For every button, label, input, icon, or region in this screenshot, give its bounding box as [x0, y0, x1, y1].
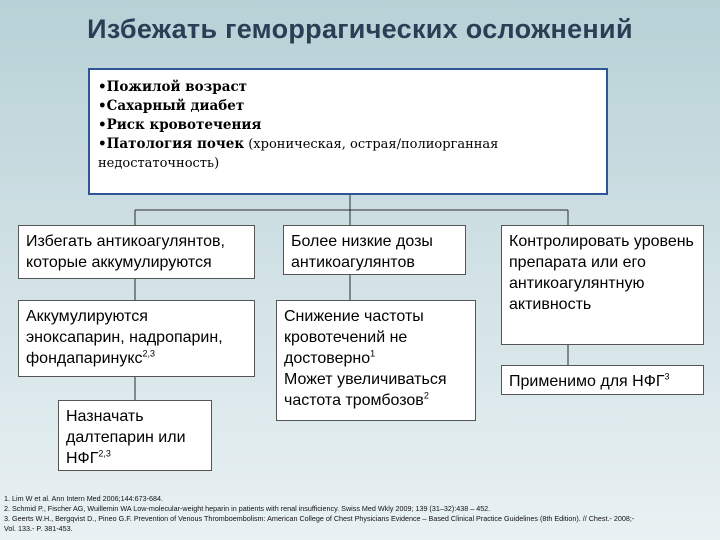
- reference-3-continued: Vol. 133.- P. 381-453.: [4, 524, 73, 533]
- risk-factors-box: [88, 68, 608, 195]
- risk-item-kidney-continued: недостаточность): [98, 156, 220, 171]
- prescribe-dalteparin-ref: 2,3: [98, 448, 111, 459]
- accumulating-drugs-box: [18, 300, 255, 377]
- prescribe-dalteparin-text: Назначать далтепарин или НФГ: [66, 408, 186, 467]
- applicable-ufh-ref: 3: [664, 371, 670, 382]
- reference-1: 1. Lim W et al. Ann Intern Med 2006;144:673-684.: [4, 494, 164, 503]
- accumulating-drugs-ref: 2,3: [142, 348, 156, 359]
- risk-item-kidney: [98, 135, 598, 154]
- risk-item-diabetes: •Сахарный диабет: [98, 98, 245, 114]
- risk-item-kidney-bold: •Патология почек: [98, 136, 245, 152]
- reference-3: 3. Geerts W.H., Bergqvist D., Pineo G.F. Prevention of Venous Thromboembolism: American College of Chest Physicians Evidence – Based Clinical Practice Guidelines (8th Edition). // Chest.- 2008;-: [4, 514, 635, 523]
- lower-doses-box: [283, 225, 466, 275]
- bleeding-reduction-box: [276, 300, 476, 421]
- avoid-accumulating-box: [18, 225, 255, 279]
- monitor-level-text: Контролировать уровень препарата или его антикоагулянтную активность: [509, 233, 694, 313]
- accumulating-drugs-text: Аккумулируются эноксапарин, надропарин, фондапаринукс: [26, 308, 223, 367]
- risk-item-bleeding: •Риск кровотечения: [98, 117, 262, 133]
- avoid-accumulating-text: Избегать антикоагулянтов, которые аккумулируются: [26, 233, 225, 271]
- risk-item-kidney-detail: (хроническая, острая/полиорганная: [244, 137, 499, 152]
- bleeding-reduction-ref: 1: [370, 348, 376, 359]
- thrombosis-increase-text: Может увеличиваться частота тромбозов: [284, 371, 447, 409]
- applicable-ufh-box: [501, 365, 704, 395]
- references: [4, 494, 716, 534]
- risk-item-elderly: •Пожилой возраст: [98, 79, 248, 95]
- lower-doses-text: Более низкие дозы антикоагулянтов: [291, 233, 433, 271]
- monitor-level-box: [501, 225, 704, 345]
- applicable-ufh-text: Применимо для НФГ: [509, 373, 665, 390]
- thrombosis-increase-ref: 2: [423, 390, 429, 401]
- slide-title: Избежать геморрагических осложнений: [87, 14, 633, 44]
- bleeding-reduction-text: Снижение частоты кровотечений не достоверно: [284, 308, 424, 367]
- prescribe-dalteparin-box: [58, 400, 212, 471]
- reference-2: 2. Schmid P., Fischer AG, Wuillemin WA Low-molecular-weight heparin in patients with renal insufficiency. Swiss Med Wkly 2009; 139 (31–32):438 – 452.: [4, 504, 491, 513]
